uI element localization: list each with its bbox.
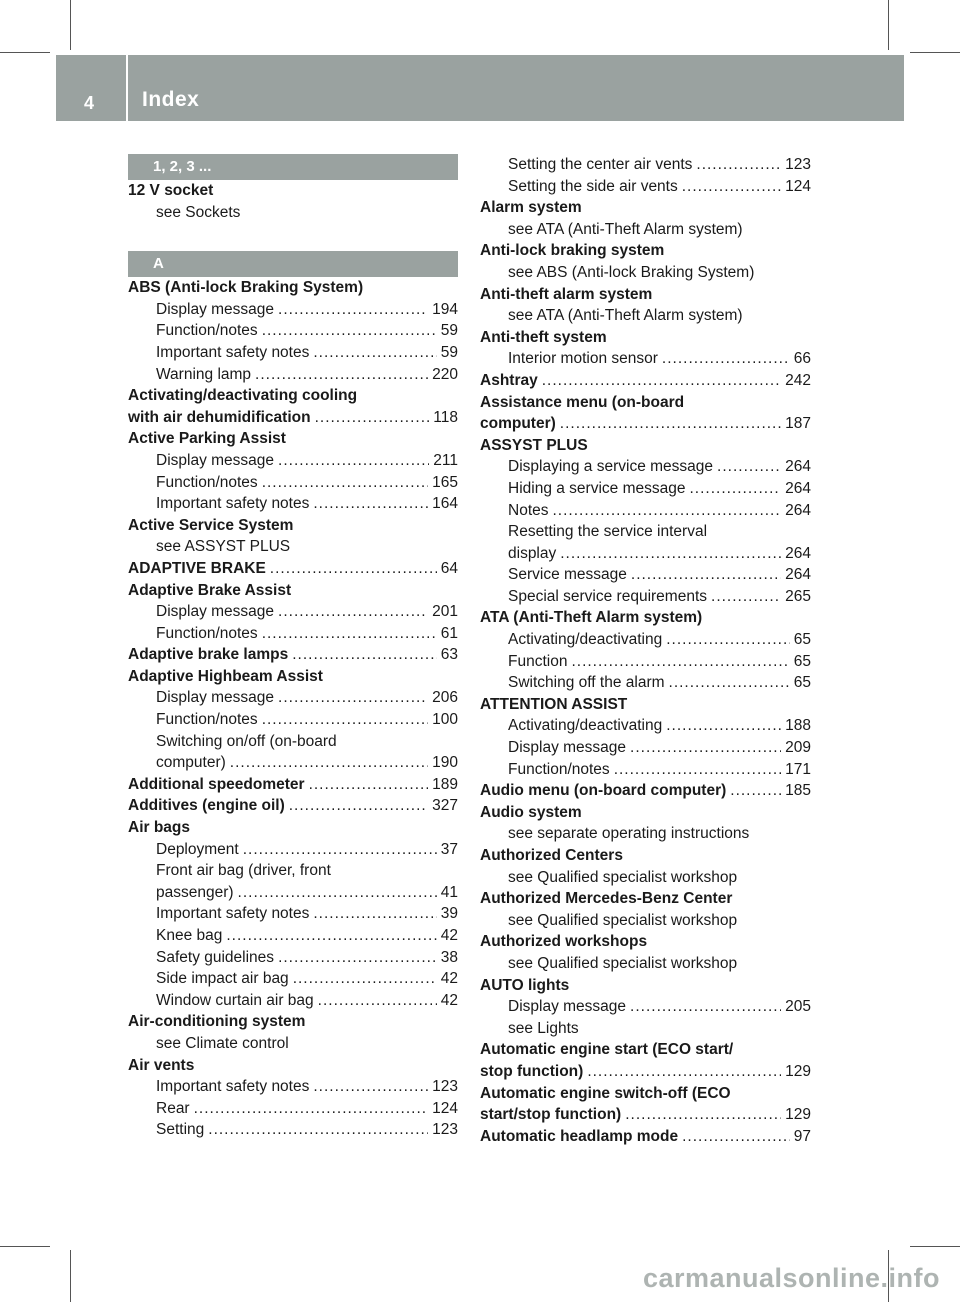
dot-leader [194, 1098, 429, 1120]
index-entry [480, 240, 811, 262]
page-reference[interactable]: 129 [785, 1106, 811, 1124]
index-subentry [480, 953, 811, 975]
page-reference[interactable]: 124 [432, 1099, 458, 1117]
dot-leader [313, 1076, 428, 1098]
entry-text: ATTENTION ASSIST [480, 695, 628, 713]
entry-text: Important safety notes [156, 1078, 310, 1096]
dot-leader [730, 780, 781, 802]
index-subentry [128, 202, 458, 224]
dot-leader [560, 543, 781, 565]
entry-text: Automatic headlamp mode [480, 1127, 679, 1145]
index-entry [480, 802, 811, 824]
dot-leader [309, 774, 429, 796]
entry-text: Setting the side air vents [508, 177, 678, 195]
entry-text: see ASSYST PLUS [156, 538, 291, 556]
entry-text: Audio system [480, 803, 582, 821]
entry-text: display [508, 544, 557, 562]
dot-leader [666, 629, 790, 651]
dot-leader [662, 348, 790, 370]
index-subentry [480, 478, 811, 500]
dot-leader [318, 990, 437, 1012]
entry-text: Function/notes [156, 624, 258, 642]
entry-text: Activating/deactivating cooling [128, 387, 358, 405]
dot-leader [711, 586, 781, 608]
page-reference[interactable]: 209 [785, 739, 811, 757]
dot-leader [238, 882, 437, 904]
entry-text: Warning lamp [156, 365, 252, 383]
index-subentry [480, 651, 811, 673]
crop-mark [0, 1246, 50, 1247]
entry-text: Function/notes [156, 322, 258, 340]
entry-text: Display message [156, 689, 275, 707]
dot-leader [208, 1119, 428, 1141]
index-subentry [480, 823, 811, 845]
index-entry [480, 327, 811, 349]
index-entry [480, 694, 811, 716]
index-subentry [480, 737, 811, 759]
entry-text: ABS (Anti-lock Braking System) [128, 279, 364, 297]
dot-leader [717, 456, 781, 478]
index-entry [128, 558, 458, 580]
index-entry [480, 413, 811, 435]
index-column-right [480, 154, 811, 1147]
page-reference[interactable]: 264 [785, 501, 811, 519]
dot-leader [625, 1104, 781, 1126]
index-entry [480, 1083, 811, 1105]
index-entry [480, 888, 811, 910]
page-reference[interactable]: 265 [785, 587, 811, 605]
page-reference[interactable]: 63 [440, 646, 458, 664]
entry-text: Front air bag (driver, front [156, 862, 331, 880]
index-subentry [480, 543, 811, 565]
index-subentry [128, 450, 458, 472]
entry-text: Display message [156, 300, 275, 318]
entry-text: Air bags [128, 819, 191, 837]
page-reference[interactable]: 123 [432, 1121, 458, 1139]
dot-leader [262, 320, 437, 342]
page-reference[interactable]: 187 [785, 415, 811, 433]
dot-leader [630, 996, 781, 1018]
dot-leader [682, 176, 781, 198]
page-reference[interactable]: 41 [440, 883, 458, 901]
entry-text: Important safety notes [156, 495, 310, 513]
index-subentry [480, 456, 811, 478]
crop-mark [910, 52, 960, 53]
entry-text: Audio menu (on-board computer) [480, 782, 727, 800]
index-subentry [480, 910, 811, 932]
index-subentry [480, 1018, 811, 1040]
page-reference[interactable]: 100 [432, 711, 458, 729]
page-reference[interactable]: 165 [432, 473, 458, 491]
dot-leader [278, 601, 428, 623]
dot-leader [553, 500, 782, 522]
dot-leader [666, 715, 781, 737]
index-entry [480, 392, 811, 414]
page-reference[interactable]: 188 [785, 717, 811, 735]
page-reference[interactable]: 59 [440, 343, 458, 361]
dot-leader [243, 839, 437, 861]
page-reference[interactable]: 118 [433, 408, 458, 426]
entry-text: see separate operating instructions [508, 825, 750, 843]
entry-text: Air vents [128, 1056, 195, 1074]
page-reference[interactable]: 42 [440, 970, 458, 988]
entry-text: Window curtain air bag [156, 991, 314, 1009]
index-entry [480, 1061, 811, 1083]
index-entry [480, 435, 811, 457]
index-subentry [480, 219, 811, 241]
index-subentry [128, 364, 458, 386]
entry-text: Anti-theft alarm system [480, 285, 653, 303]
page-reference[interactable]: 124 [785, 177, 811, 195]
entry-text: Knee bag [156, 927, 223, 944]
index-subentry [128, 860, 458, 882]
entry-text: see ABS (Anti-lock Braking System) [508, 263, 755, 281]
entry-text: Switching off the alarm [508, 674, 665, 692]
page-reference[interactable]: 206 [432, 689, 458, 707]
entry-text: Activating/deactivating [508, 717, 663, 735]
index-subentry [128, 1098, 458, 1120]
entry-text: Adaptive brake lamps [128, 646, 289, 664]
entry-text: Air-conditioning system [128, 1013, 306, 1031]
entry-text: Setting the center air vents [508, 156, 693, 173]
entry-text: see ATA (Anti-Theft Alarm system) [508, 307, 743, 325]
index-subentry [480, 867, 811, 889]
entry-text: Setting [156, 1121, 205, 1139]
page-reference[interactable]: 38 [440, 948, 458, 966]
page-reference[interactable]: 42 [440, 991, 458, 1009]
index-subentry [128, 968, 458, 990]
entry-text: Ashtray [480, 371, 538, 389]
index-subentry [128, 299, 458, 321]
entry-text: Side impact air bag [156, 970, 289, 988]
page-reference[interactable]: 66 [793, 350, 811, 368]
entry-text: stop function) [480, 1062, 584, 1080]
page-reference[interactable]: 264 [785, 458, 811, 476]
page-reference[interactable]: 242 [785, 371, 811, 389]
dot-leader [631, 564, 781, 586]
dot-leader [255, 364, 428, 386]
index-subentry [128, 731, 458, 753]
index-entry [128, 1055, 458, 1077]
page-reference[interactable]: 190 [432, 754, 458, 772]
index-entry [128, 385, 458, 407]
entry-text: Hiding a service message [508, 479, 686, 497]
index-entry [128, 666, 458, 688]
index-subentry [128, 623, 458, 645]
entry-text: Displaying a service message [508, 458, 714, 476]
entry-text: Display message [508, 998, 627, 1016]
entry-text: Authorized workshops [480, 933, 648, 951]
entry-text: Interior motion sensor [508, 350, 658, 368]
index-subentry [128, 903, 458, 925]
index-subentry [128, 342, 458, 364]
index-entry [480, 780, 811, 802]
index-subentry [128, 687, 458, 709]
index-subentry [128, 320, 458, 342]
watermark: carmanualsonline.info [642, 1263, 940, 1293]
dot-leader [230, 752, 428, 774]
index-subentry [480, 672, 811, 694]
index-entry [128, 580, 458, 602]
dot-leader [313, 342, 436, 364]
index-entry [128, 1011, 458, 1033]
entry-text: see Sockets [156, 203, 241, 221]
index-subentry [128, 882, 458, 904]
entry-text: Adaptive Brake Assist [128, 581, 292, 599]
index-subentry [480, 176, 811, 198]
index-entry [128, 407, 458, 429]
entry-text: ADAPTIVE BRAKE [128, 559, 266, 577]
dot-leader [293, 968, 437, 990]
index-entry [128, 428, 458, 450]
index-subentry [480, 759, 811, 781]
dot-leader [278, 299, 428, 321]
entry-text: Adaptive Highbeam Assist [128, 667, 323, 685]
page-number: 4 [84, 93, 95, 113]
entry-text: with air dehumidification [128, 408, 311, 426]
index-entry [480, 1126, 811, 1148]
page-reference[interactable]: 211 [433, 451, 458, 469]
dot-leader [682, 1126, 790, 1148]
dot-leader [226, 925, 436, 947]
entry-text: Additional speedometer [128, 775, 305, 793]
index-entry [480, 1039, 811, 1061]
index-subentry [128, 752, 458, 774]
index-subentry [128, 536, 458, 558]
index-entry [480, 931, 811, 953]
entry-text: AUTO lights [480, 976, 570, 994]
entry-text: Additives (engine oil) [128, 797, 285, 815]
page-reference[interactable]: 65 [793, 631, 811, 649]
dot-leader [313, 903, 436, 925]
index-subentry [128, 472, 458, 494]
index-subentry [128, 839, 458, 861]
dot-leader [262, 709, 428, 731]
index-subentry [480, 586, 811, 608]
index-entry [480, 607, 811, 629]
entry-text: Active Service System [128, 516, 294, 534]
index-subentry [480, 629, 811, 651]
index-entry [480, 1104, 811, 1126]
entry-text: Notes [508, 501, 549, 519]
index-entry [128, 180, 458, 202]
entry-text: Important safety notes [156, 343, 310, 361]
entry-text: Display message [156, 451, 275, 469]
page-reference[interactable]: 264 [785, 566, 811, 584]
page-reference[interactable]: 97 [793, 1127, 811, 1145]
page-reference[interactable]: 164 [432, 495, 458, 513]
entry-text: Switching on/off (on-board [156, 732, 337, 750]
dot-leader [587, 1061, 781, 1083]
entry-text: 12 V socket [128, 182, 214, 199]
entry-text: ATA (Anti-Theft Alarm system) [480, 609, 703, 627]
index-subentry [480, 500, 811, 522]
index-subentry [480, 348, 811, 370]
page-reference[interactable]: 189 [432, 775, 458, 793]
index-subentry [128, 1119, 458, 1141]
page-reference[interactable]: 39 [440, 905, 458, 923]
dot-leader [262, 623, 437, 645]
dot-leader [292, 644, 437, 666]
page-reference[interactable]: 171 [785, 760, 811, 778]
dot-leader [696, 154, 781, 176]
entry-text: start/stop function) [480, 1106, 622, 1124]
index-entry [128, 644, 458, 666]
page-reference[interactable]: 65 [793, 652, 811, 670]
dot-leader [560, 413, 781, 435]
page-reference[interactable]: 185 [785, 782, 811, 800]
index-entry [128, 774, 458, 796]
entry-text: see Lights [508, 1019, 579, 1037]
crop-mark [910, 1246, 960, 1247]
page-reference[interactable]: 201 [432, 603, 458, 621]
index-entry [480, 370, 811, 392]
entry-text: see Climate control [156, 1034, 289, 1052]
entry-text: see Qualified specialist workshop [508, 868, 738, 886]
entry-text: Deployment [156, 840, 239, 858]
dot-leader [278, 450, 429, 472]
entry-text: computer) [156, 754, 226, 772]
crop-mark [888, 0, 889, 50]
page-reference[interactable]: 264 [785, 544, 811, 562]
entry-text: Special service requirements [508, 587, 708, 605]
entry-text: Important safety notes [156, 905, 310, 923]
index-entry [128, 817, 458, 839]
index-subentry [128, 1076, 458, 1098]
index-subentry [128, 493, 458, 515]
dot-leader [630, 737, 781, 759]
index-column-left [128, 154, 458, 1141]
entry-text: see Qualified specialist workshop [508, 911, 738, 929]
header-divider [126, 55, 128, 121]
entry-text: Authorized Mercedes-Benz Center [480, 890, 733, 908]
page-reference[interactable]: 205 [785, 998, 811, 1016]
index-subentry [480, 521, 811, 543]
entry-text: passenger) [156, 883, 234, 901]
entry-text: Resetting the service interval [508, 523, 708, 541]
crop-mark [70, 1250, 71, 1302]
entry-text: see Qualified specialist workshop [508, 954, 738, 972]
index-entry [128, 515, 458, 537]
dot-leader [571, 651, 789, 673]
page-reference[interactable]: 194 [432, 300, 458, 318]
index-subentry [480, 996, 811, 1018]
section-gap [128, 223, 458, 251]
entry-text: ASSYST PLUS [480, 436, 588, 454]
crop-mark [0, 52, 50, 53]
dot-leader [315, 407, 430, 429]
page-reference[interactable]: 123 [785, 156, 811, 173]
index-entry [128, 795, 458, 817]
index-subentry [128, 947, 458, 969]
page-reference[interactable]: 123 [432, 1078, 458, 1096]
index-subentry [480, 715, 811, 737]
entry-text: Safety guidelines [156, 948, 275, 966]
entry-text: Function/notes [508, 760, 610, 778]
dot-leader [270, 558, 437, 580]
entry-text: Anti-theft system [480, 328, 607, 346]
page-reference[interactable]: 264 [785, 479, 811, 497]
entry-text: Automatic engine switch-off (ECO [480, 1084, 731, 1102]
page-title: Index [142, 88, 200, 111]
index-entry [480, 845, 811, 867]
index-subentry [128, 601, 458, 623]
entry-text: Anti-lock braking system [480, 242, 665, 260]
index-subentry [128, 1033, 458, 1055]
crop-mark [70, 0, 71, 50]
dot-leader [262, 472, 428, 494]
index-entry [480, 975, 811, 997]
entry-text: computer) [480, 415, 556, 433]
entry-text: Function/notes [156, 711, 258, 729]
dot-leader [669, 672, 790, 694]
dot-leader [289, 795, 428, 817]
entry-text: see ATA (Anti-Theft Alarm system) [508, 220, 743, 238]
entry-text: Authorized Centers [480, 847, 623, 864]
page-reference[interactable]: 42 [440, 927, 458, 944]
page-reference[interactable]: 61 [440, 624, 458, 642]
entry-text: Function [508, 652, 568, 670]
index-subentry [480, 564, 811, 586]
index-entry [480, 197, 811, 219]
index-subentry [128, 709, 458, 731]
entry-text: Rear [156, 1099, 190, 1117]
entry-text: Function/notes [156, 473, 258, 491]
index-entry [480, 284, 811, 306]
dot-leader [313, 493, 428, 515]
entry-text: Alarm system [480, 199, 582, 217]
page-reference[interactable]: 220 [432, 365, 458, 383]
section-header: 1, 2, 3 ... [128, 154, 458, 180]
dot-leader [278, 687, 428, 709]
entry-text: Display message [508, 739, 627, 757]
entry-text: Activating/deactivating [508, 631, 663, 649]
entry-text: Automatic engine start (ECO start/ [480, 1041, 734, 1059]
entry-text: Active Parking Assist [128, 430, 286, 448]
index-subentry [128, 925, 458, 947]
page-reference[interactable]: 129 [785, 1062, 811, 1080]
index-entry [128, 277, 458, 299]
index-subentry [128, 990, 458, 1012]
index-subentry [480, 262, 811, 284]
entry-text: Service message [508, 566, 627, 584]
index-subentry [480, 154, 811, 176]
index-subentry [480, 305, 811, 327]
entry-text: Display message [156, 603, 275, 621]
dot-leader [278, 947, 437, 969]
dot-leader [614, 759, 781, 781]
dot-leader [542, 370, 781, 392]
page-reference[interactable]: 37 [440, 840, 458, 858]
section-header: A [128, 251, 458, 277]
page-reference[interactable]: 64 [440, 559, 458, 577]
entry-text: Assistance menu (on-board [480, 393, 685, 411]
page-header [56, 55, 904, 121]
page-reference[interactable]: 65 [793, 674, 811, 692]
dot-leader [689, 478, 781, 500]
page-reference[interactable]: 327 [432, 797, 458, 815]
page-reference[interactable]: 59 [440, 322, 458, 340]
